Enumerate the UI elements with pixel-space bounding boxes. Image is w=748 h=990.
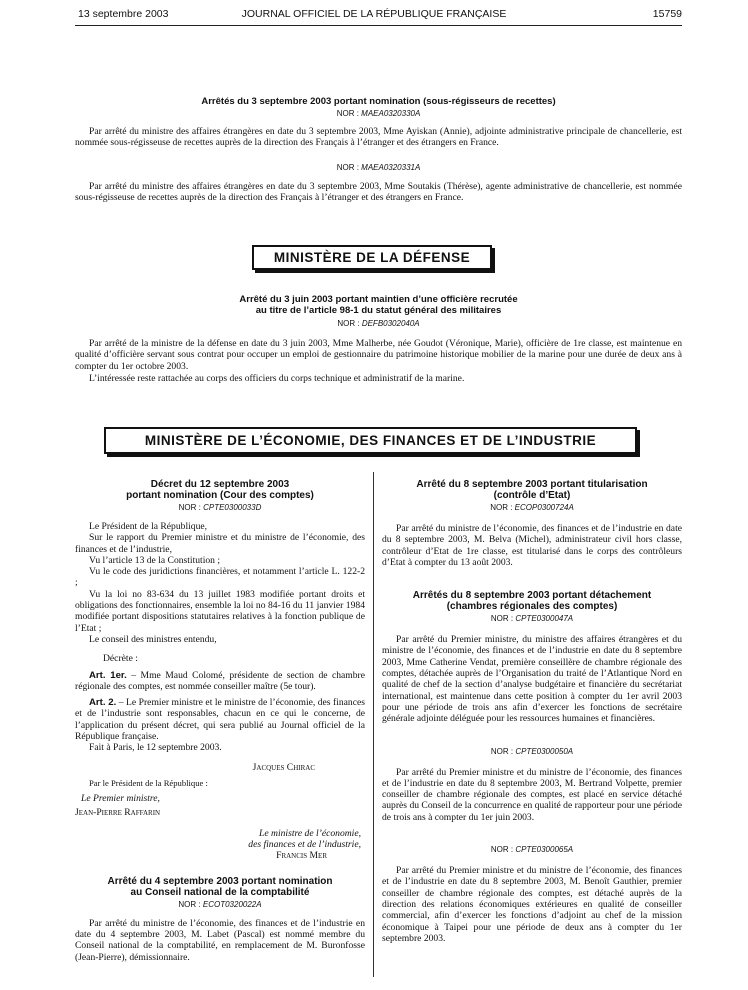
nor-reference: NOR : MAEA0320331A	[336, 163, 421, 172]
preamble-line: Sur le rapport du Premier ministre et du ministre de l’économie, des finances et de l’industrie,	[75, 532, 365, 555]
nor-reference: NOR : CPTE0300047A	[490, 614, 574, 624]
preamble-line: Le Président de la République,	[89, 521, 208, 532]
prime-minister-title: Le Premier ministre,	[81, 793, 160, 805]
paragraph-volpette: Par arrêté du Premier ministre et du ministre de l’économie, des finances et de l’industrie en date du 8 septembre 2003, M. Bertrand Volpette, premier conseiller de chambre régionale des comptes, est placé en service détaché auprès du Conseil de la concurrence en qualité de rapporteur pour une période de trois ans à compter du 1er juin 2003.	[382, 766, 682, 823]
section-title-maintien-officiere: Arrêté du 3 juin 2003 portant maintien d’une officière recrutée au titre de l’article 98-1 du statut général des militaires	[239, 294, 518, 316]
left-column	[75, 479, 365, 963]
header-rule	[75, 25, 682, 26]
decree-title: Décret du 12 septembre 2003 portant nomination (Cour des comptes)	[126, 479, 314, 501]
nor-reference: NOR : CPTE0300065A	[490, 845, 574, 855]
nor-reference: NOR : DEFB0302040A	[337, 319, 420, 328]
paragraph-ayiskan: Par arrêté du ministre des affaires étrangères en date du 3 septembre 2003, Mme Ayiskan (Annie), adjointe administrative principale de chancellerie, est nommée sous-régisseuse de recettes auprès de la direction des Français à l’étranger et des étrangers en France.	[75, 126, 682, 149]
minister-name: Francis Mer	[276, 850, 327, 862]
arrete-cnc-title: Arrêté du 4 septembre 2003 portant nomination au Conseil national de la comptabilité	[107, 875, 333, 898]
paragraph-belva: Par arrêté du ministre de l’économie, des finances et de l’industrie en date du 8 septembre 2003, M. Belva (Michel), administrateur civil hors classe, contrôleur d’Etat de 1re classe, est titularisé dans le corps des contrôleurs d’Etat à compter du 13 août 2003.	[382, 523, 682, 568]
section-title-sous-regisseurs: Arrêtés du 3 septembre 2003 portant nomination (sous-régisseurs de recettes)	[201, 96, 556, 107]
nor-reference: NOR : ECOP0300724A	[490, 503, 574, 512]
paragraph-gauthier: Par arrêté du Premier ministre et du ministre de l’économie, des finances et de l’industrie en date du 8 septembre 2003, M. Benoît Gauthier, premier conseiller de chambre régionale des comptes, est détaché auprès de la direction des relations économiques extérieures en qualité de conseiller commercial, afin d’exercer les fonctions d’adjoint au chef de la mission économique à Taipei pour une période de deux ans à compter du 1er septembre 2003.	[382, 865, 682, 944]
ministry-economy-heading: MINISTÈRE DE L’ÉCONOMIE, DES FINANCES ET DE L’INDUSTRIE	[104, 427, 637, 454]
preamble-line: Le conseil des ministres entendu,	[89, 633, 217, 645]
header-journal-title: JOURNAL OFFICIEL DE LA RÉPUBLIQUE FRANÇAISE	[241, 8, 507, 20]
prime-minister-name: Jean-Pierre Raffarin	[75, 806, 161, 818]
paragraph-soutakis: Par arrêté du ministre des affaires étrangères en date du 3 septembre 2003, Mme Soutakis (Thérèse), agente administrative de chancellerie, est nommée sous-régisseuse de recettes auprès de la direction des Français à l’étranger et des étrangers en France.	[75, 181, 682, 204]
nor-reference: NOR : CPTE0300033D	[178, 503, 262, 512]
par-le-president: Par le Président de la République :	[89, 777, 208, 788]
article-1: Art. 1er. – Mme Maud Colomé, présidente de section de chambre régionale des comptes, est nommée conseiller maître (5e tour).	[75, 669, 366, 692]
nor-reference: NOR : MAEA0320330A	[336, 109, 421, 118]
nor-reference: NOR : ECOT0320022A	[178, 899, 262, 909]
right-column	[382, 479, 682, 944]
preamble-line: Vu l’article 13 de la Constitution ;	[89, 554, 221, 566]
ministry-defense-heading: MINISTÈRE DE LA DÉFENSE	[252, 245, 492, 270]
arretes-detachement-title: Arrêtés du 8 septembre 2003 portant détachement (chambres régionales des comptes)	[412, 590, 652, 613]
nor-reference: NOR : CPTE0300050A	[490, 746, 574, 756]
header-date: 13 septembre 2003	[78, 8, 169, 20]
column-divider	[373, 472, 374, 977]
article-2: Art. 2. – Le Premier ministre et le ministre de l’économie, des finances et de l’industrie sont responsables, chacun en ce qui le concerne, de l’application du présent décret, qui sera publié au Journal officiel de la République française.	[75, 697, 365, 743]
signature-president: Jacques Chirac	[252, 761, 315, 773]
minister-title: Le ministre de l’économie, des finances et de l’industrie,	[248, 827, 361, 851]
decrete-label: Décrète :	[103, 653, 138, 665]
arrete-titularisation-title: Arrêté du 8 septembre 2003 portant titularisation (contrôle d’Etat)	[416, 479, 648, 501]
paragraph-vendat: Par arrêté du Premier ministre, du ministre des affaires étrangères et du ministre de l’économie, des finances et de l’industrie en date du 8 septembre 2003, Mme Catherine Vendat, première conseillère de chambre régionale des comptes, détachée auprès de l’Organisation du traité de l’Atlantique Nord en qualité de chef de la section d’analyse budgétaire et financière du secrétariat international, est maintenue dans cette position à compter du 1er avril 2003 pour une période de trois ans afin d’exercer les fonctions de secrétaire générale adjointe déléguée pour les ressources humaines et financières.	[382, 634, 682, 725]
paragraph-labet: Par arrêté du ministre de l’économie, des finances et de l’industrie en date du 4 septembre 2003, M. Labet (Pascal) est nommé membre du Conseil national de la comptabilité, en remplacement de M. Buronfosse (Jean-Pierre), démissionnaire.	[75, 917, 365, 963]
paragraph-malherbe: Par arrêté de la ministre de la défense en date du 3 juin 2003, Mme Malherbe, née Goudot (Véronique, Marie), officière de 1re classe, est maintenue en qualité d’officière servant sous contrat pour occuper un emploi de gestionnaire du patrimoine historique mobilier de la marine pour une durée de deux ans à compter du 1er octobre 2003.	[75, 338, 682, 372]
paragraph-rattachement: L’intéressée reste rattachée au corps des officiers du corps technique et administratif de la marine.	[89, 373, 465, 384]
preamble-line: Vu la loi no 83-634 du 13 juillet 1983 modifiée portant droits et obligations des fonctionnaires, ensemble la loi no 84-16 du 11 janvier 1984 modifiée portant dispositions statutaires relatives à la fonction publique de l’Etat ;	[75, 588, 365, 634]
header-page-number: 15759	[652, 8, 682, 20]
fait-a-paris: Fait à Paris, le 12 septembre 2003.	[89, 742, 222, 754]
preamble-line: Vu le code des juridictions financières, et notamment l’article L. 122-2 ;	[75, 566, 365, 589]
decree-preamble	[75, 521, 365, 645]
